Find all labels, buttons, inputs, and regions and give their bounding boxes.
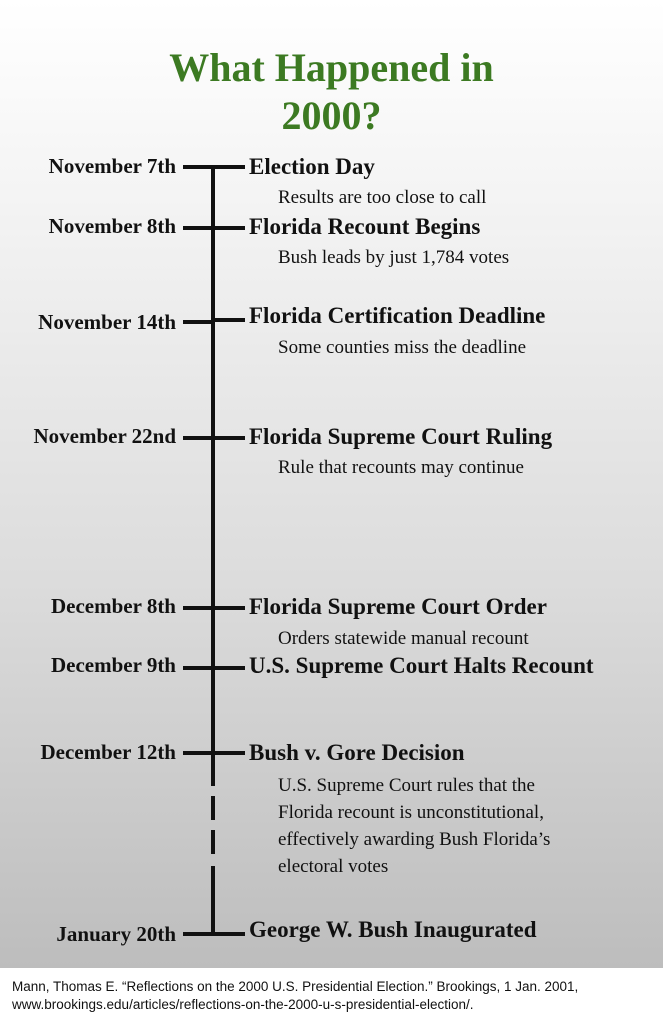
- timeline-dash: [211, 796, 215, 820]
- event-date: December 9th: [51, 653, 176, 677]
- title-line-2: 2000?: [281, 93, 382, 138]
- event-title: Florida Recount Begins: [249, 214, 481, 239]
- citation: [12, 978, 657, 1014]
- event-description: Orders statewide manual recount: [278, 628, 529, 649]
- event-title: Florida Supreme Court Order: [249, 594, 547, 619]
- timeline-tick-right: [213, 932, 245, 936]
- timeline-spine-end: [211, 866, 215, 934]
- timeline-spine: [211, 166, 215, 786]
- title-line-1: What Happened in: [169, 45, 494, 90]
- timeline-tick-right: [213, 318, 245, 322]
- citation-line-2: www.brookings.edu/articles/reflections-on-the-2000-u-s-presidential-election/.: [12, 997, 474, 1012]
- timeline-tick-left: [183, 666, 213, 670]
- timeline-tick-left: [183, 226, 213, 230]
- event-description-line: U.S. Supreme Court rules that the: [278, 775, 535, 796]
- event-date: November 22nd: [33, 424, 176, 448]
- timeline-tick-left: [183, 436, 213, 440]
- event-description-line: effectively awarding Bush Florida’s: [278, 829, 551, 850]
- timeline-tick-left: [183, 165, 213, 169]
- event-title: Bush v. Gore Decision: [249, 740, 465, 765]
- event-date: December 8th: [51, 594, 176, 618]
- event-date: November 14th: [38, 310, 176, 334]
- event-title: U.S. Supreme Court Halts Recount: [249, 653, 594, 678]
- event-description: Results are too close to call: [278, 187, 487, 208]
- citation-line-1: Mann, Thomas E. “Reflections on the 2000 U.S. Presidential Election.” Brookings, 1 Jan. 2001,: [12, 979, 579, 994]
- poster-title: [0, 44, 663, 140]
- event-title: Florida Certification Deadline: [249, 303, 546, 328]
- timeline-tick-left: [183, 932, 213, 936]
- event-date: January 20th: [56, 922, 176, 946]
- event-description: Some counties miss the deadline: [278, 337, 527, 358]
- timeline-tick-left: [183, 751, 213, 755]
- event-date: December 12th: [40, 740, 176, 764]
- timeline-tick-right: [213, 226, 245, 230]
- event-description-line: Florida recount is unconstitutional,: [278, 802, 544, 823]
- event-description: [278, 772, 648, 880]
- event-date: November 7th: [48, 154, 176, 178]
- timeline-dash: [211, 830, 215, 854]
- event-description: Rule that recounts may continue: [278, 457, 524, 478]
- event-date: November 8th: [48, 214, 176, 238]
- event-description: Bush leads by just 1,784 votes: [278, 247, 510, 268]
- timeline-tick-left: [183, 320, 213, 324]
- timeline-tick-right: [213, 165, 245, 169]
- timeline-tick-right: [213, 666, 245, 670]
- event-title: George W. Bush Inaugurated: [249, 917, 537, 942]
- timeline-tick-right: [213, 436, 245, 440]
- timeline-tick-right: [213, 751, 245, 755]
- event-title: Florida Supreme Court Ruling: [249, 424, 553, 449]
- event-title: Election Day: [249, 154, 375, 179]
- timeline-tick-right: [213, 606, 245, 610]
- event-description-line: electoral votes: [278, 856, 389, 877]
- timeline-tick-left: [183, 606, 213, 610]
